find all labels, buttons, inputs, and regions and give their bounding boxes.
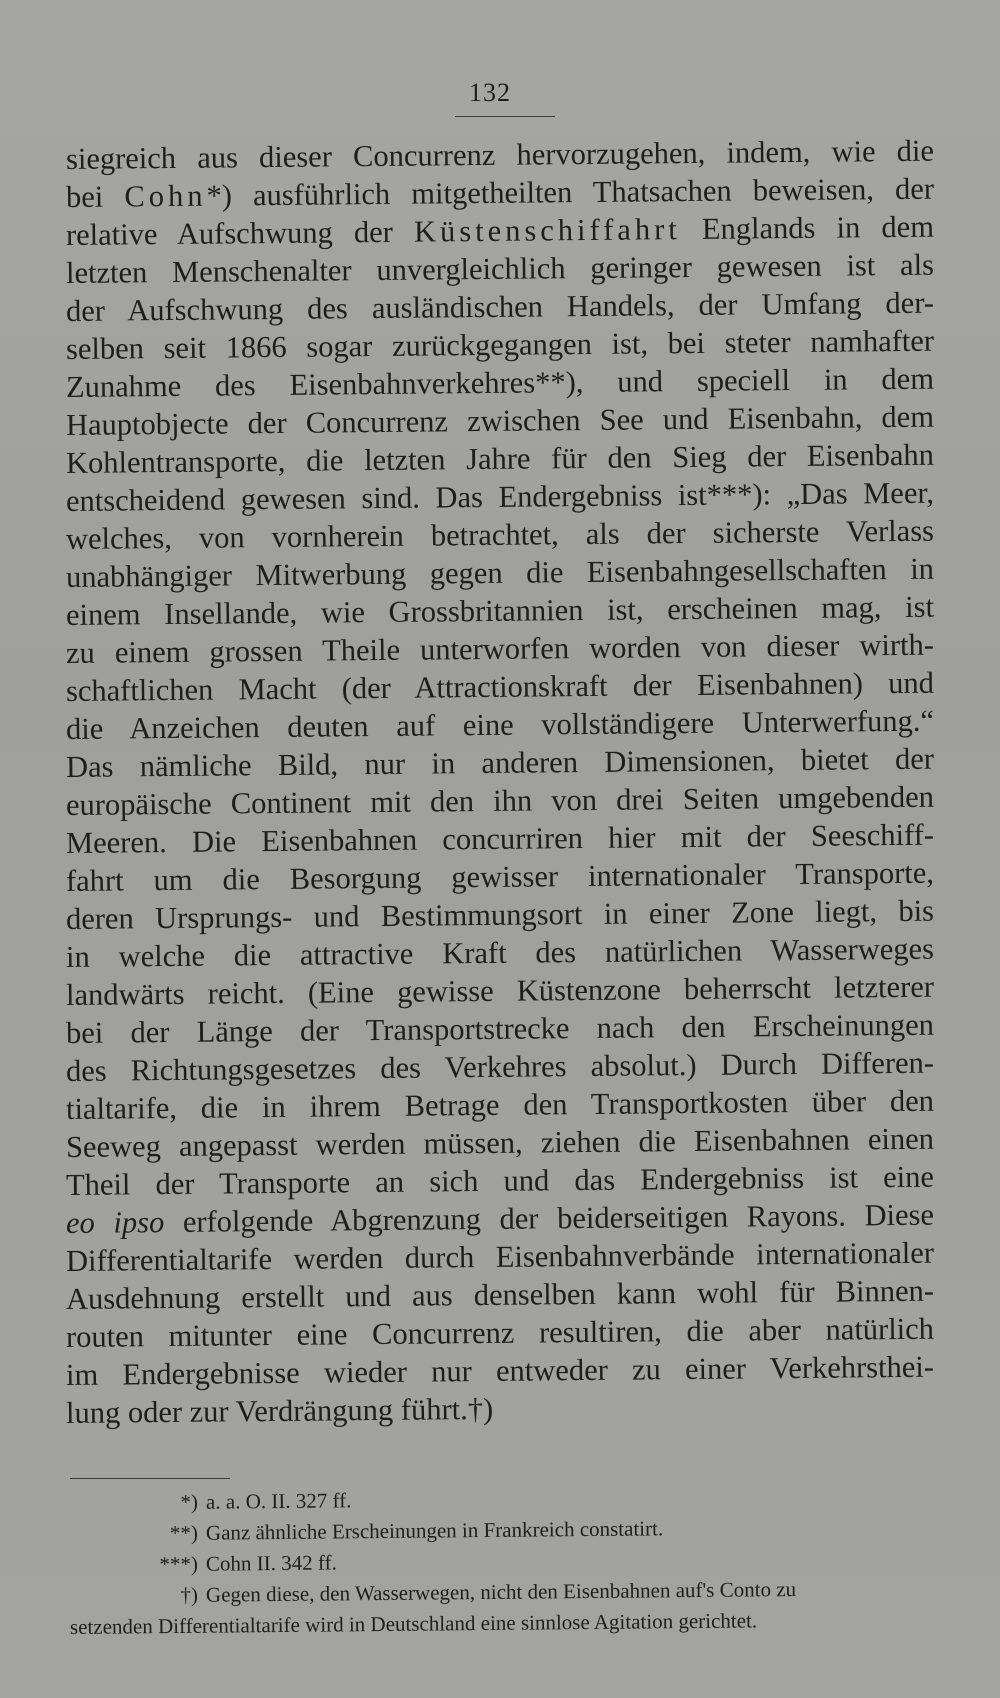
footnote-marker: *)	[180, 1489, 199, 1514]
text-line: lung oder zur Verdrängung führt.†)	[65, 1391, 494, 1430]
footnote-text: Cohn II. 342 ff.	[205, 1550, 337, 1576]
text-line: fahrt um die Besorgung gewisser internationaler Transporte,	[65, 855, 935, 898]
text-line: eo ipso erfolgende Abgrenzung der beiderseitigen Rayons. Diese	[65, 1197, 935, 1240]
text-line: Zunahme des Eisenbahnverkehres**), und speciell in dem	[65, 361, 935, 404]
text-line: europäische Continent mit den ihn von drei Seiten umgebenden	[65, 779, 935, 822]
text-line: Meeren. Die Eisenbahnen concurriren hier mit der Seeschiff-	[65, 817, 935, 860]
footnote-text: Ganz ähnliche Erscheinungen in Frankreich constatirt.	[205, 1516, 664, 1545]
text-line: deren Ursprungs- und Bestimmungsort in einer Zone liegt, bis	[65, 893, 935, 936]
text-line: Seeweg angepasst werden müssen, ziehen die Eisenbahnen einen	[65, 1121, 935, 1164]
footnote-marker: **)	[169, 1520, 199, 1546]
footnote-rule	[70, 1478, 230, 1479]
text-line: bei der Länge der Transportstrecke nach den Erscheinungen	[65, 1007, 935, 1050]
text-line: routen mitunter eine Concurrenz resultiren, die aber natürlich	[65, 1311, 935, 1354]
text-line: entscheidend gewesen sind. Das Endergebniss ist***): „Das Meer,	[65, 475, 935, 518]
text-line: Ausdehnung erstellt und aus denselben kann wohl für Binnen-	[65, 1273, 935, 1316]
text-line: der Aufschwung des ausländischen Handels, der Umfang der-	[65, 285, 935, 328]
text-line: Differentialtarife werden durch Eisenbahnverbände internationaler	[65, 1235, 935, 1278]
text-line: relative Aufschwung der Küstenschiffahrt Englands in dem	[65, 209, 935, 252]
footnote-marker: †)	[180, 1582, 199, 1607]
text-line: Kohlentransporte, die letzten Jahre für den Sieg der Eisenbahn	[65, 437, 935, 480]
page-number: 132	[469, 78, 511, 107]
footnote-marker: ***)	[159, 1551, 199, 1577]
text-line: schaftlichen Macht (der Attractionskraft der Eisenbahnen) und	[65, 665, 935, 708]
header-rule	[455, 116, 555, 117]
text-line: Hauptobjecte der Concurrenz zwischen See und Eisenbahn, dem	[65, 399, 935, 442]
text-line: siegreich aus dieser Concurrenz hervorzugehen, indem, wie die	[65, 133, 935, 176]
text-line: im Endergebnisse wieder nur entweder zu einer Verkehrsthei-	[65, 1349, 935, 1392]
footnotes	[70, 1488, 970, 1643]
text-line: zu einem grossen Theile unterworfen worden von dieser wirth-	[65, 627, 935, 670]
text-line: die Anzeichen deuten auf eine vollständigere Unterwerfung.“	[65, 703, 935, 746]
text-line: landwärts reicht. (Eine gewisse Küstenzone beherrscht letzterer	[65, 969, 935, 1012]
text-line: Theil der Transporte an sich und das Endergebniss ist eine	[65, 1159, 935, 1202]
text-line: letzten Menschenalter unvergleichlich geringer gewesen ist als	[65, 247, 935, 290]
footnote-text: a. a. O. II. 327 ff.	[205, 1488, 352, 1514]
text-line: in welche die attractive Kraft des natürlichen Wasserweges	[65, 931, 935, 974]
text-line: Das nämliche Bild, nur in anderen Dimensionen, bietet der	[65, 741, 935, 784]
footnote-text: Gegen diese, den Wasserwegen, nicht den Eisenbahnen auf's Conto zu	[205, 1577, 797, 1607]
body-text	[65, 133, 935, 1432]
text-line: unabhängiger Mitwerbung gegen die Eisenbahngesellschaften in	[65, 551, 935, 594]
text-line: einem Insellande, wie Grossbritannien ist, erscheinen mag, ist	[65, 589, 935, 632]
text-line: welches, von vornherein betrachtet, als der sicherste Verlass	[65, 513, 935, 556]
text-line: des Richtungsgesetzes des Verkehres absolut.) Durch Differen-	[65, 1045, 935, 1088]
text-line: bei Cohn*) ausführlich mitgetheilten Thatsachen beweisen, der	[65, 171, 935, 214]
text-line: selben seit 1866 sogar zurückgegangen ist, bei steter namhafter	[65, 323, 935, 366]
footnote-text: setzenden Differentialtarife wird in Deutschland eine sinnlose Agitation gerichtet.	[69, 1608, 758, 1639]
text-line: tialtarife, die in ihrem Betrage den Transportkosten über den	[65, 1083, 935, 1126]
